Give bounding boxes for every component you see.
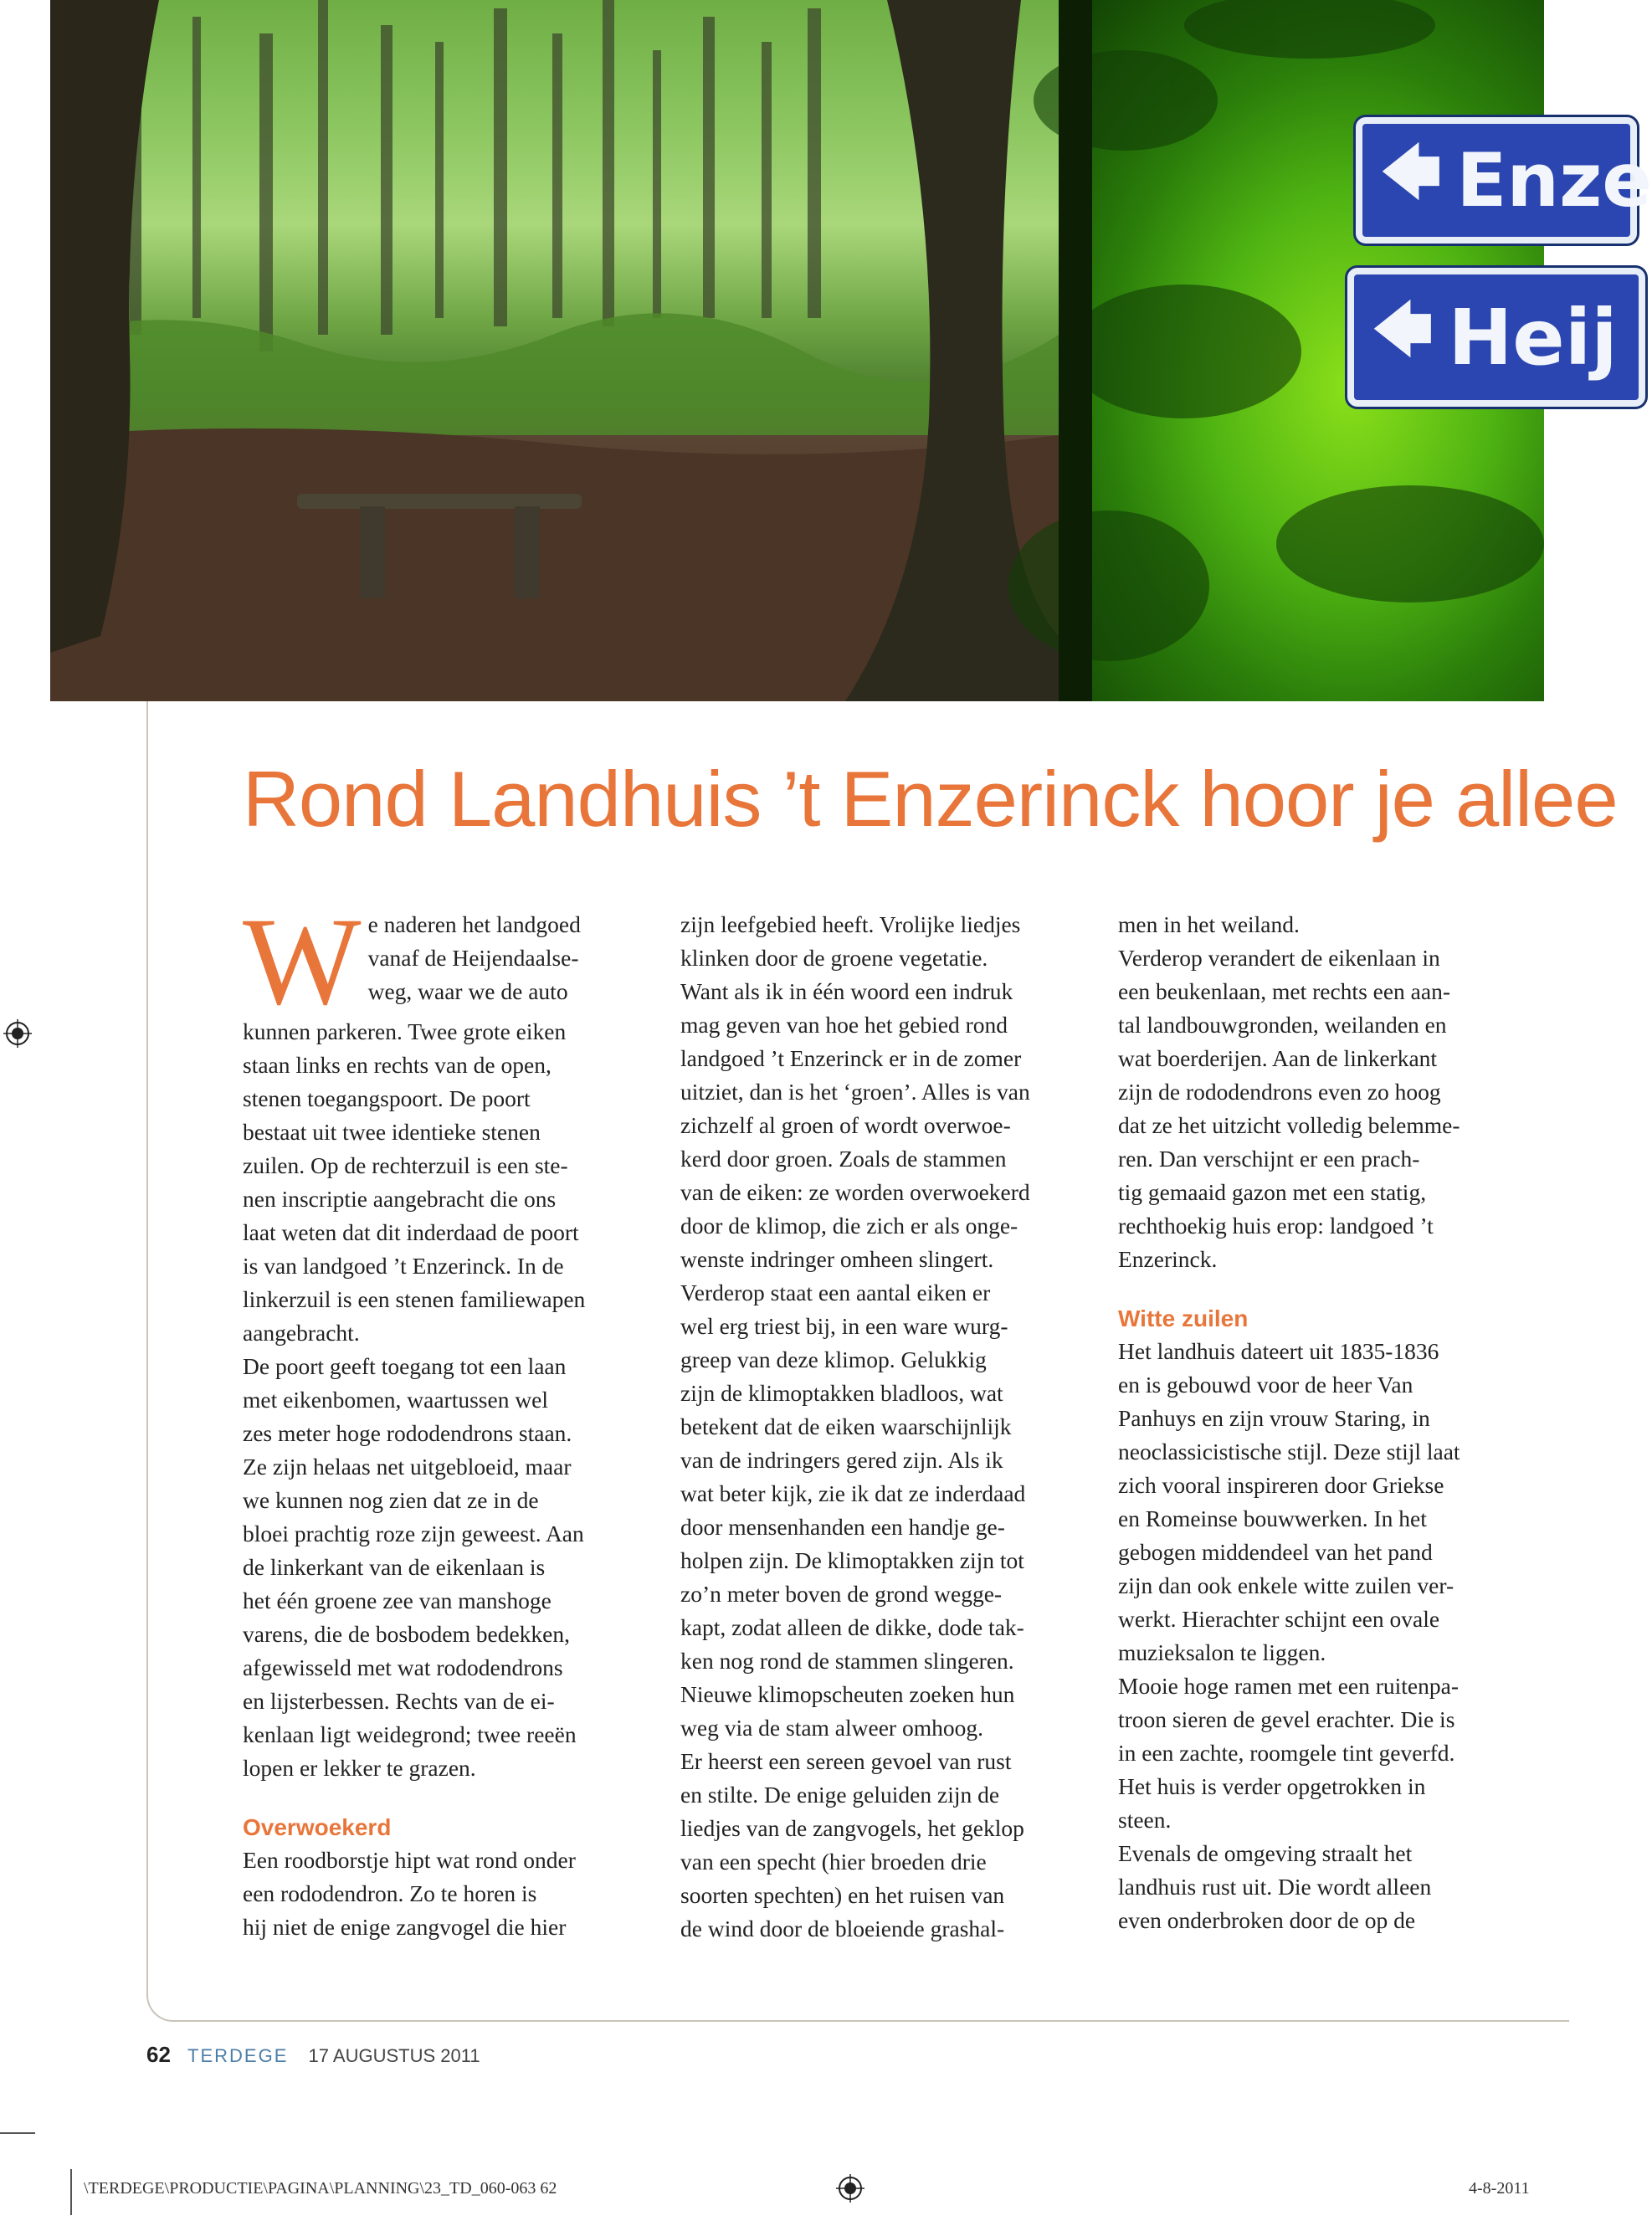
text-line: wat beter kijk, zie ik dat ze inderdaad [680, 1480, 1026, 1506]
text-line: wel erg triest bij, in een ware wurg- [680, 1313, 1008, 1339]
text-line: Mooie hoge ramen met een ruitenpa- [1118, 1673, 1459, 1699]
text-line: muzieksalon te liggen. [1118, 1639, 1326, 1665]
registration-mark-icon [3, 1019, 32, 1048]
sign-bottom-text: Heij [1448, 292, 1618, 382]
text-line: ken nog rond de stammen slingeren. [680, 1648, 1014, 1674]
text-line: van de indringers gered zijn. Als ik [680, 1447, 1003, 1473]
text-line: is van landgoed ’t Enzerinck. In de [243, 1253, 564, 1279]
text-line: weg, waar we de auto [367, 978, 568, 1004]
text-line: zijn dan ook enkele witte zuilen ver- [1118, 1572, 1454, 1598]
text-line: tig gemaaid gazon met een statig, [1118, 1179, 1427, 1205]
text-line: vanaf de Heijendaalse- [367, 945, 579, 971]
text-line: wat boerderijen. Aan de linkerkant [1118, 1045, 1438, 1071]
text-line: bloei prachtig roze zijn geweest. Aan [243, 1521, 584, 1546]
article-headline: Rond Landhuis ’t Enzerinck hoor je allee [243, 755, 1618, 843]
forest-illustration [50, 0, 1059, 701]
text-line: Verderop staat een aantal eiken er [680, 1280, 991, 1305]
text-line: Nieuwe klimopscheuten zoeken hun [680, 1681, 1015, 1707]
text-line: linkerzuil is een stenen familiewapen [243, 1286, 586, 1312]
text-line: zo’n meter boven de grond wegge- [680, 1581, 1003, 1607]
text-line: door mensenhanden een handje ge- [680, 1514, 1005, 1540]
text-line: in een zachte, roomgele tint geverfd. [1118, 1740, 1455, 1766]
text-line: we kunnen nog zien dat ze in de [243, 1487, 539, 1513]
text-column-2 [680, 908, 1090, 1946]
crop-mark [0, 2132, 35, 2134]
text-line: zes meter hoge rododendrons staan. [243, 1420, 572, 1446]
text-line: Verderop verandert de eikenlaan in [1118, 945, 1440, 971]
text-line: hij niet de enige zangvogel die hier [243, 1914, 567, 1940]
text-line: zijn de klimoptakken bladloos, wat [680, 1380, 1003, 1406]
page-number: 62 [146, 2042, 171, 2067]
sign-photo [1059, 0, 1652, 701]
text-line: soorten spechten) en het ruisen van [680, 1882, 1005, 1908]
arrow-left-icon: 🡄 [1381, 138, 1442, 207]
magazine-name: TERDEGE [187, 2045, 289, 2066]
text-line: Want als ik in één woord een indruk [680, 978, 1013, 1004]
subheading-witte-zuilen: Witte zuilen [1118, 1305, 1249, 1331]
text-line: kapt, zodat alleen de dikke, dode tak- [680, 1614, 1024, 1640]
text-line: troon sieren de gevel erachter. Die is [1118, 1706, 1455, 1732]
crop-mark [70, 2169, 72, 2215]
text-line: zuilen. Op de rechterzuil is een ste- [243, 1152, 568, 1178]
text-column-3 [1118, 908, 1544, 1937]
text-line: rechthoekig huis erop: landgoed ’t [1118, 1213, 1434, 1239]
paragraph-gap [1118, 1276, 1544, 1301]
text-line: de linkerkant van de eikenlaan is [243, 1554, 546, 1580]
issue-date: 17 AUGUSTUS 2011 [308, 2045, 480, 2066]
text-line: staan links en rechts van de open, [243, 1052, 552, 1078]
text-line: van de eiken: ze worden overwoekerd [680, 1179, 1030, 1205]
text-line: afgewisseld met wat rododendrons [243, 1654, 563, 1680]
text-line: neoclassicistische stijl. Deze stijl laat [1118, 1439, 1460, 1464]
text-line: bestaat uit twee identieke stenen [243, 1119, 541, 1145]
paragraph-gap [243, 1785, 653, 1810]
road-sign-top [1356, 117, 1652, 244]
text-line: het één groene zee van manshoge [243, 1587, 552, 1613]
sign-top-text: Enze [1456, 137, 1652, 223]
text-line: zijn leefgebied heeft. Vrolijke liedjes [680, 911, 1021, 937]
text-line: uitziet, dan is het ‘groen’. Alles is van [680, 1079, 1030, 1105]
text-line: werkt. Hierachter schijnt een ovale [1118, 1606, 1440, 1632]
text-line: van een specht (hier broeden drie [680, 1849, 987, 1875]
text-column-1 [243, 892, 653, 1944]
text-line: Het huis is verder opgetrokken in [1118, 1773, 1426, 1799]
page-folio [146, 2040, 480, 2069]
text-line: zijn de rododendrons even zo hoog [1118, 1079, 1441, 1105]
text-line: en lijsterbessen. Rechts van de ei- [243, 1688, 555, 1714]
text-line: klinken door de groene vegetatie. [680, 945, 988, 971]
text-line: Het landhuis dateert uit 1835-1836 [1118, 1338, 1439, 1364]
text-line: e naderen het landgoed [367, 911, 581, 937]
text-line: even onderbroken door de op de [1118, 1907, 1416, 1933]
text-line: aangebracht. [243, 1320, 360, 1346]
text-line: Enzerinck. [1118, 1246, 1218, 1272]
text-line: ren. Dan verschijnt er een prach- [1118, 1146, 1420, 1172]
text-line: met eikenbomen, waartussen wel [243, 1387, 549, 1413]
text-line: holpen zijn. De klimoptakken zijn tot [680, 1547, 1024, 1573]
text-line: zich vooral inspireren door Griekse [1118, 1472, 1444, 1498]
print-slug-path: \TERDEGE\PRODUCTIE\PAGINA\PLANNING\23_TD_060-063 62 [84, 2179, 557, 2198]
text-line: steen. [1118, 1807, 1172, 1833]
text-line: Een roodborstje hipt wat rond onder [243, 1847, 576, 1873]
text-line: betekent dat de eiken waarschijnlijk [680, 1413, 1012, 1439]
text-line: een rododendron. Zo te horen is [243, 1880, 537, 1906]
text-line: Evenals de omgeving straalt het [1118, 1840, 1413, 1866]
subheading-overwoekerd: Overwoekerd [243, 1814, 392, 1840]
text-line: liedjes van de zangvogels, het geklop [680, 1815, 1024, 1841]
column-1-paragraph [243, 892, 653, 1785]
text-line: een beukenlaan, met rechts een aan- [1118, 978, 1451, 1004]
text-line: mag geven van hoe het gebied rond [680, 1012, 1008, 1038]
text-line: greep van deze klimop. Gelukkig [680, 1346, 987, 1372]
text-line: tal landbouwgronden, weilanden en [1118, 1012, 1447, 1038]
text-line: Panhuys en zijn vrouw Staring, in [1118, 1405, 1430, 1431]
text-line: weg via de stam alweer omhoog. [680, 1715, 983, 1741]
text-line: wenste indringer omheen slingert. [680, 1246, 994, 1272]
forest-photo [50, 0, 1059, 701]
text-line: De poort geeft toegang tot een laan [243, 1353, 567, 1379]
text-line: Er heerst een sereen gevoel van rust [680, 1748, 1012, 1774]
text-line: zichzelf al groen of wordt overwoe- [680, 1112, 1011, 1138]
text-line: door de klimop, die zich er als onge- [680, 1213, 1018, 1239]
text-line: de wind door de bloeiende grashal- [680, 1916, 1005, 1941]
drop-cap: W [243, 892, 362, 1031]
text-line: en stilte. De enige geluiden zijn de [680, 1782, 1000, 1808]
print-slug-date: 4-8-2011 [1469, 2179, 1530, 2198]
text-line: landgoed ’t Enzerinck er in de zomer [680, 1045, 1022, 1071]
text-line: stenen toegangspoort. De poort [243, 1085, 531, 1111]
text-line: en Romeinse bouwwerken. In het [1118, 1505, 1427, 1531]
text-line: en is gebouwd voor de heer Van [1118, 1372, 1413, 1398]
road-sign-bottom [1347, 268, 1645, 407]
text-line: kunnen parkeren. Twee grote eiken [243, 1018, 567, 1044]
text-line: men in het weiland. [1118, 911, 1300, 937]
photo-band [50, 0, 1652, 701]
registration-mark-icon [836, 2174, 864, 2203]
text-line: dat ze het uitzicht volledig belemme- [1118, 1112, 1460, 1138]
text-line: lopen er lekker te grazen. [243, 1755, 476, 1781]
text-line: kerd door groen. Zoals de stammen [680, 1146, 1007, 1172]
text-line: varens, die de bosbodem bedekken, [243, 1621, 570, 1647]
arrow-left-icon: 🡄 [1372, 295, 1434, 364]
text-line: Ze zijn helaas net uitgebloeid, maar [243, 1454, 572, 1480]
text-line: nen inscriptie aangebracht die ons [243, 1186, 557, 1212]
text-line: landhuis rust uit. Die wordt alleen [1118, 1874, 1432, 1900]
text-line: kenlaan ligt weidegrond; twee reeën [243, 1721, 577, 1747]
text-line: gebogen middendeel van het pand [1118, 1539, 1433, 1565]
text-line: laat weten dat dit inderdaad de poort [243, 1219, 579, 1245]
